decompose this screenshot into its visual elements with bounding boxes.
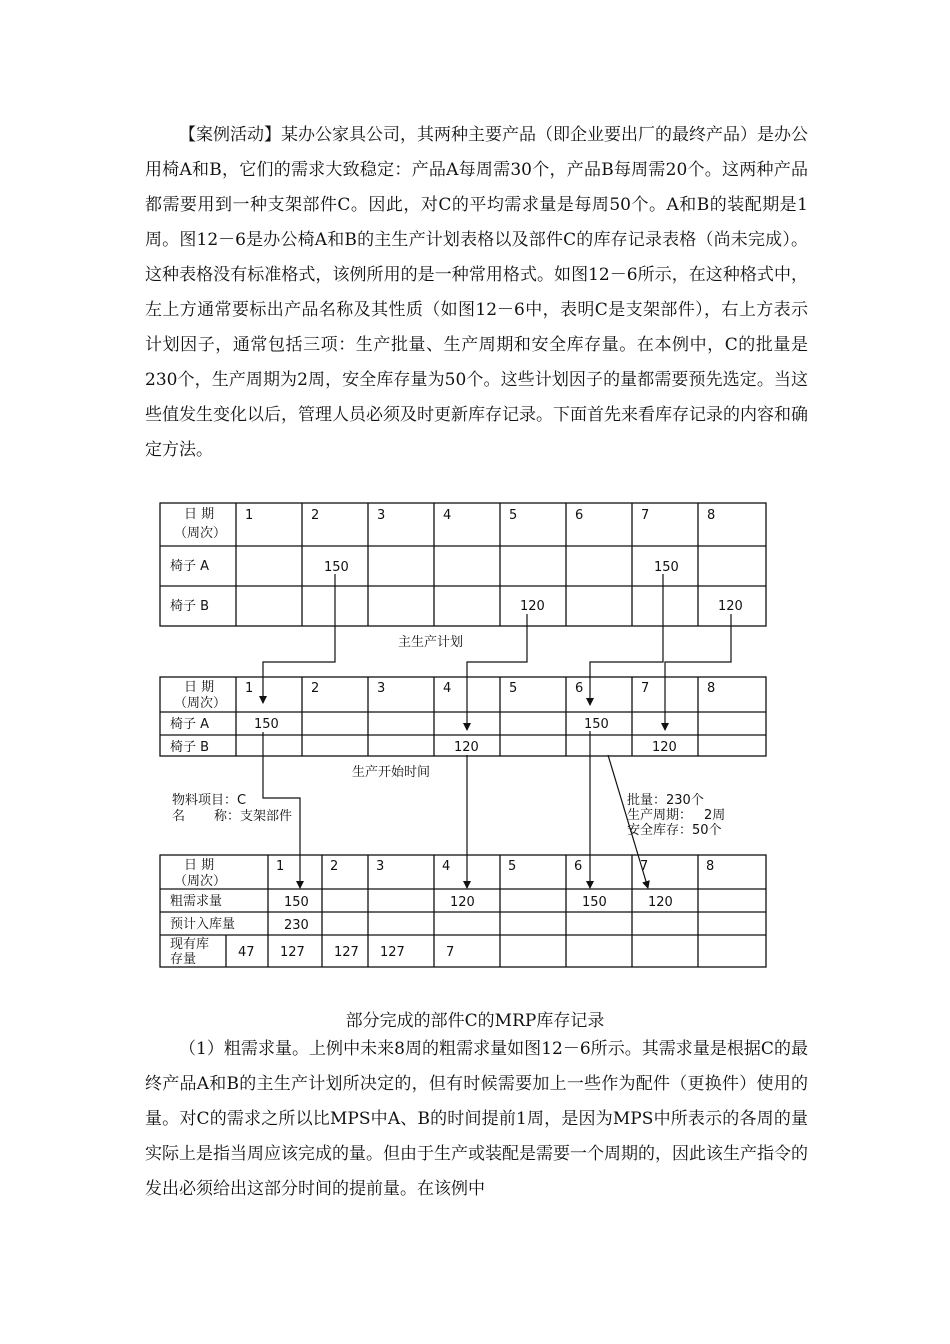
start-chair-a-value-1: 150 bbox=[254, 717, 279, 732]
factor-lot: 批量：230个 bbox=[627, 793, 704, 808]
start-table bbox=[160, 677, 766, 756]
start-week-1: 1 bbox=[245, 681, 254, 696]
start-header-date: 日 期 bbox=[184, 680, 215, 695]
start-header-week: （周次） bbox=[174, 696, 227, 711]
mps-week-5: 5 bbox=[509, 508, 518, 523]
intro-paragraph: 【案例活动】某办公家具公司，其两种主要产品（即企业要出厂的最终产品）是办公用椅A和B，它们的需求大致稳定：产品A每周需30个，产品B每周需20个。这两种产品都需要用到一种支架部件C。因此，对C的平均需求量是每周50个。A和B的装配期是1周。图12－6是办公椅A和B的主生产计划表格以及部件C的库存记录表格（尚未完成）。这种表格没有标准格式，该例所用的是一种常用格式。如图12－6所示，在这种格式中，左上方通常要标出产品名称及其性质（如图12－6中，表明C是支架部件），右上方表示计划因子，通常包括三项：生产批量、生产周期和安全库存量。在本例中，C的批量是230个，生产周期为2周，安全库存量为50个。这些计划因子的量都需要预先选定。当这些值发生变化以后，管理人员必须及时更新库存记录。下面首先来看库存记录的内容和确定方法。 bbox=[145, 125, 808, 460]
arrow-a2 bbox=[590, 574, 663, 705]
mps-chair-a-value-2: 150 bbox=[324, 560, 349, 575]
mrp-onhand-value-2: 127 bbox=[334, 945, 359, 960]
mrp-week-4: 4 bbox=[442, 859, 451, 874]
start-chair-a-label: 椅子 A bbox=[170, 717, 210, 732]
item-line-2-right: 称：支架部件 bbox=[214, 809, 293, 824]
start-week-4: 4 bbox=[443, 681, 452, 696]
mrp-onhand-value-3: 127 bbox=[380, 945, 405, 960]
start-chair-a-value-6: 150 bbox=[584, 717, 609, 732]
mps-week-2: 2 bbox=[311, 508, 320, 523]
mrp-gross-value-6: 150 bbox=[582, 895, 607, 910]
item-line-1: 物料项目：C bbox=[172, 793, 247, 808]
mps-week-3: 3 bbox=[377, 508, 386, 523]
mrp-initial-onhand: 47 bbox=[238, 945, 255, 960]
start-week-8: 8 bbox=[707, 681, 716, 696]
gross-requirements-paragraph: （1）粗需求量。上例中未来8周的粗需求量如图12－6所示。其需求量是根据C的最终产品A和B的主生产计划所决定的，但有时候需要加上一些作为配件（更换件）使用的量。对C的需求之所以比MPS中A、B的时间提前1周，是因为MPS中所表示的各周的量实际上是指当周应该完成的量。但由于生产或装配是需要一个周期的，因此该生产指令的发出必须给出这部分时间的提前量。在该例中 bbox=[145, 1039, 808, 1199]
factor-lead-label: 生产周期： bbox=[627, 808, 693, 823]
mrp-gross-value-4: 120 bbox=[450, 895, 475, 910]
mps-week-7: 7 bbox=[641, 508, 650, 523]
mrp-header-week: （周次） bbox=[174, 874, 227, 889]
start-week-2: 2 bbox=[311, 681, 320, 696]
mrp-receipts-value-1: 230 bbox=[284, 918, 309, 933]
mps-chair-a-value-7: 150 bbox=[654, 560, 679, 575]
factor-safety: 安全库存：50个 bbox=[627, 823, 722, 838]
mrp-gross-label: 粗需求量 bbox=[170, 894, 223, 909]
mps-label: 主生产计划 bbox=[398, 635, 464, 650]
mrp-gross-value-1: 150 bbox=[284, 895, 309, 910]
mps-chair-a-label: 椅子 A bbox=[170, 559, 210, 574]
start-label: 生产开始时间 bbox=[352, 765, 431, 780]
start-chair-b-label: 椅子 B bbox=[170, 740, 210, 755]
mps-table bbox=[160, 503, 766, 626]
mps-chair-b-value-5: 120 bbox=[520, 599, 545, 614]
start-chair-b-value-4: 120 bbox=[454, 740, 479, 755]
start-week-7: 7 bbox=[641, 681, 650, 696]
mrp-week-6: 6 bbox=[574, 859, 583, 874]
mrp-onhand-value-4: 7 bbox=[446, 945, 455, 960]
mps-week-8: 8 bbox=[707, 508, 716, 523]
flow-arrows bbox=[263, 574, 731, 888]
mrp-onhand-label-2: 存量 bbox=[170, 952, 197, 967]
mps-week-1: 1 bbox=[245, 508, 254, 523]
mps-chair-b-label: 椅子 B bbox=[170, 599, 210, 614]
mrp-onhand-label-1: 现有库 bbox=[170, 937, 210, 952]
mrp-onhand-value-1: 127 bbox=[280, 945, 305, 960]
mps-week-4: 4 bbox=[443, 508, 452, 523]
start-chair-b-value-7: 120 bbox=[652, 740, 677, 755]
start-week-5: 5 bbox=[509, 681, 518, 696]
mrp-week-2: 2 bbox=[330, 859, 339, 874]
mrp-week-8: 8 bbox=[706, 859, 715, 874]
mrp-week-3: 3 bbox=[376, 859, 385, 874]
start-week-6: 6 bbox=[575, 681, 584, 696]
mrp-week-7: 7 bbox=[640, 859, 649, 874]
mrp-header-date: 日 期 bbox=[184, 858, 215, 873]
figure-caption: 部分完成的部件C的MRP库存记录 bbox=[345, 1011, 605, 1031]
mrp-table bbox=[160, 855, 766, 967]
mrp-gross-value-7: 120 bbox=[648, 895, 673, 910]
mps-header-date: 日 期 bbox=[184, 507, 215, 522]
factor-lead-value: 2周 bbox=[704, 808, 726, 823]
item-line-2-left: 名 bbox=[172, 809, 186, 824]
arrow-a1 bbox=[263, 574, 335, 703]
mps-week-6: 6 bbox=[575, 508, 584, 523]
mrp-week-1: 1 bbox=[276, 859, 285, 874]
mps-header-week: （周次） bbox=[174, 526, 227, 541]
mrp-receipts-label: 预计入库量 bbox=[170, 917, 236, 932]
mps-chair-b-value-8: 120 bbox=[718, 599, 743, 614]
mrp-week-5: 5 bbox=[508, 859, 517, 874]
start-week-3: 3 bbox=[377, 681, 386, 696]
